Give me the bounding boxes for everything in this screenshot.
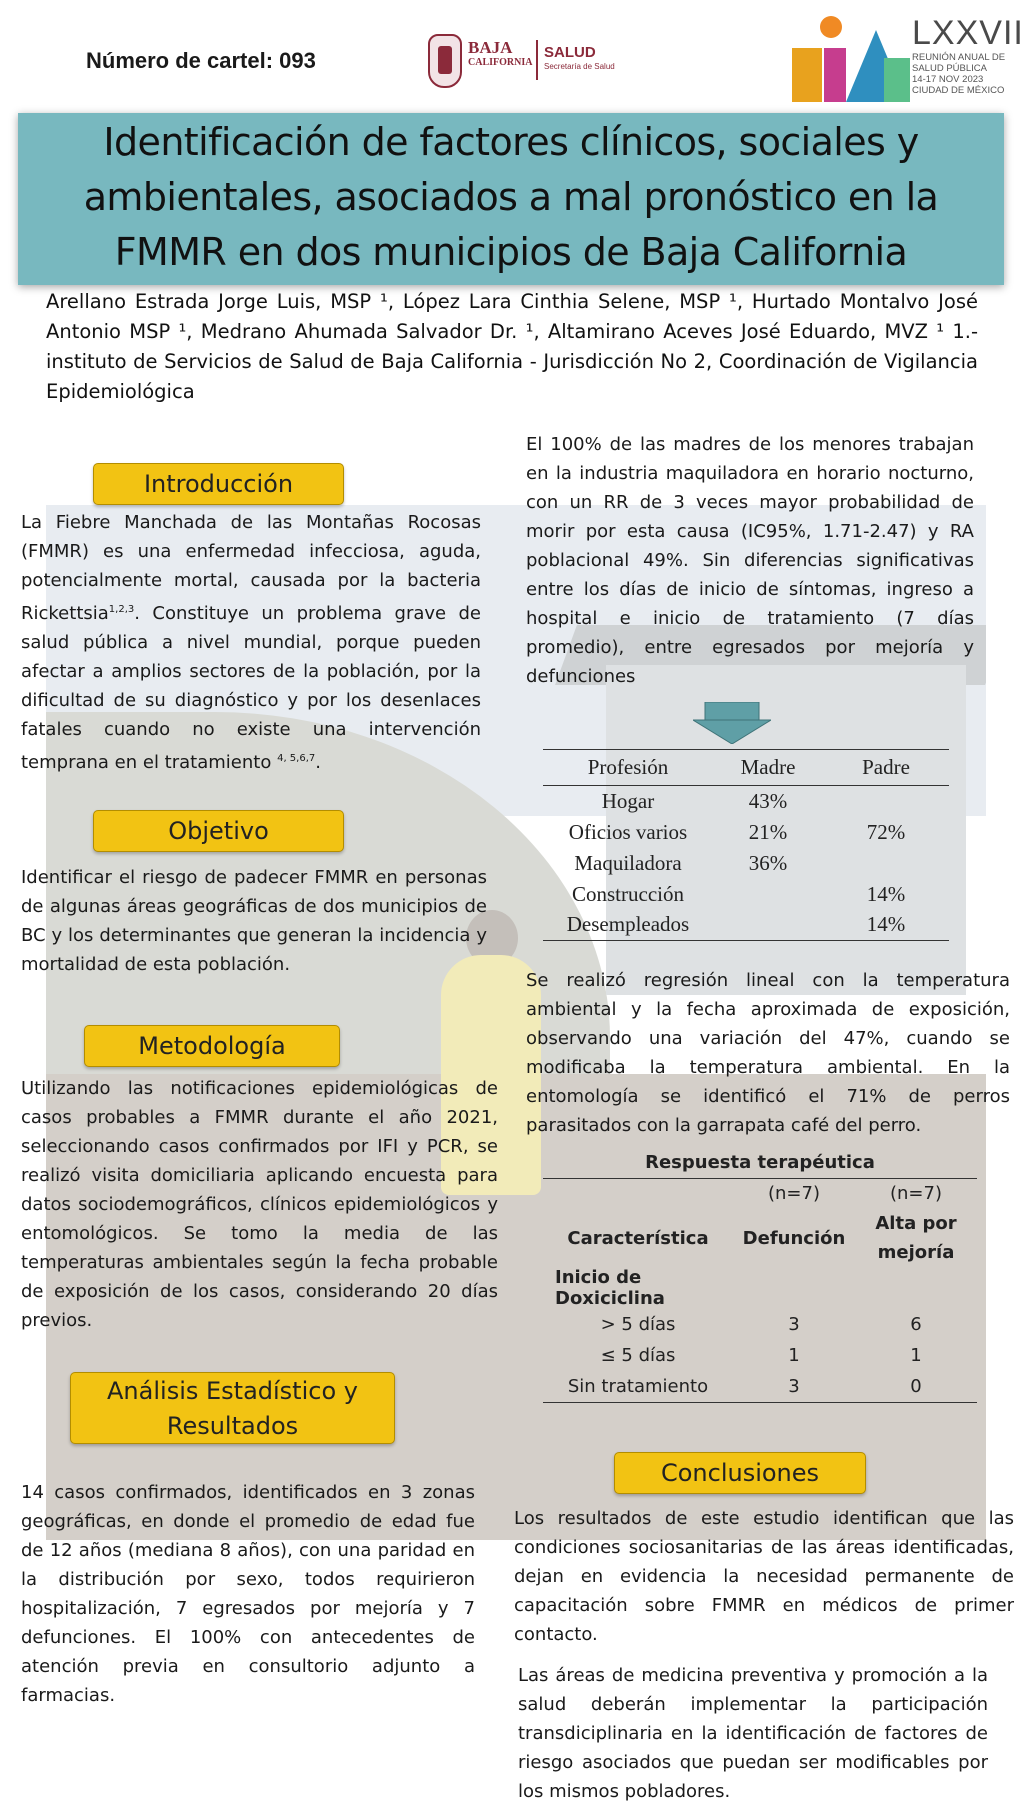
event-logo: [792, 14, 1024, 104]
table-row: Oficios varios 21% 72%: [568, 819, 906, 844]
arrow-down-icon: [693, 702, 771, 744]
results-text-1: El 100% de las madres de los menores trabajan en la industria maquiladora en horario nocturno, con un RR de 3 veces mayor probabilidad de morir por esta causa (IC95%, 1.71-2.47) y RA poblacional 49%. Sin diferencias significativas entre los días de inicio de síntomas, ingreso a hospital e inicio de tratamiento (7 días promedio), entre egresados por mejoría y defunciones: [526, 434, 974, 687]
table-header: Alta por mejoría: [875, 1213, 957, 1263]
table-title: Respuesta terapéutica: [543, 1147, 977, 1178]
salud-sub: Secretaría de Salud: [544, 62, 615, 71]
table-row: > 5 días 3 6: [600, 1314, 922, 1335]
poster-title: Identificación de factores clínicos, sociales y ambientales, asociados a mal pronóstico en la FMMR en dos municipios de Baja California: [83, 120, 939, 274]
table-header: Profesión: [543, 750, 713, 786]
event-line: CIUDAD DE MÉXICO: [912, 85, 1005, 96]
methodology-text: Utilizando las notificaciones epidemiológicas de casos probables a FMMR durante el año 2021, seleccionando casos confirmados por IFI y PCR, se realizó visita domiciliaria aplicando encuesta para datos sociodemográficos, clínicos epidemiológicos y entomológicos. Se tomo la media de las temperaturas ambientales según la fecha probable de exposición de los casos, considerando 20 días previos.: [21, 1078, 498, 1331]
table-row: ≤ 5 días 1 1: [600, 1345, 922, 1366]
event-roman: LXXVII: [912, 14, 1024, 52]
poster-number: Número de cartel: 093: [86, 48, 316, 73]
table-header: Madre: [713, 750, 823, 786]
table-row: Sin tratamiento 3 0: [543, 1371, 977, 1402]
conclusions-heading: Conclusiones: [614, 1452, 866, 1494]
bc-logo-line2: CALIFORNIA: [468, 57, 533, 68]
analysis-text: 14 casos confirmados, identificados en 3 zonas geográficas, en donde el promedio de edad fue de 12 años (mediana 8 años), con una paridad en la distribución por sexo, todos requirieron hospitalización, 7 egresados por mejoría y 7 defunciones. El 100% con antecedentes de atención previa en consultorio adjunto a farmacias.: [21, 1482, 475, 1706]
baja-california-logo: [428, 34, 618, 90]
objective-heading: Objetivo: [93, 810, 344, 852]
methodology-heading: Metodología: [84, 1025, 340, 1067]
authors: Arellano Estrada Jorge Luis, MSP ¹, López Lara Cinthia Selene, MSP ¹, Hurtado Montalvo José Antonio MSP ¹, Medrano Ahumada Salvador Dr. ¹, Altamirano Aceves José Eduardo, MVZ ¹ 1.- instituto de Servicios de Salud de Baja California - Jurisdicción No 2, Coordinación de Vigilancia Epidemiológica: [46, 290, 978, 403]
profession-table: [543, 749, 949, 941]
table-row: Hogar 43%: [601, 788, 788, 813]
therapeutic-response-table: Respuesta terapéutica (n=7) (n=7) Característica Defunción Alta por mejoría Inicio de Doxiciclina > 5 días 3 6 ≤ 5 días 1 1 Sin tratamiento 3 0: [543, 1147, 977, 1403]
table-row: Construcción 14%: [572, 881, 906, 906]
intro-text: La Fiebre Manchada de las Montañas Rocosas (FMMR) es una enfermedad infecciosa, aguda, potencialmente mortal, causada por la bacteria Rickettsia$^{1,2,3}$. Constituye un problema grave de salud pública a nivel mundial, porque pueden afectar a amplios sectores de la población, por la dificultad de su diagnóstico y por los desenlaces fatales cuando no existe una intervención temprana en el tratamiento $^{4, 5,6,7}$.: [21, 512, 481, 773]
event-line: REUNIÓN ANUAL DE: [912, 52, 1006, 63]
conclusions-text-1: Los resultados de este estudio identifican que las condiciones sociosanitarias de las áreas identificadas, dejan en evidencia la necesidad permanente de capacitación sobre FMMR en médicos de primer contacto.: [514, 1508, 1014, 1645]
table-header: Padre: [823, 750, 949, 786]
results-text-2: Se realizó regresión lineal con la temperatura ambiental y la fecha aproximada de exposición, observando una variación del 47%, cuando se modificaba la temperatura ambiental. En la entomología se identificó el 71% de perros parasitados con la garrapata café del perro.: [526, 970, 1010, 1136]
table-row: Maquiladora 36%: [574, 850, 788, 875]
analysis-heading: Análisis Estadístico y Resultados: [70, 1372, 395, 1444]
objective-text: Identificar el riesgo de padecer FMMR en personas de algunas áreas geográficas de dos municipios de BC y los determinantes que generan la incidencia y mortalidad de esta población.: [21, 867, 487, 975]
table-header: Defunción: [742, 1227, 846, 1249]
table-row: Desempleados 14%: [543, 910, 949, 941]
event-line: 14-17 NOV 2023: [912, 74, 984, 85]
intro-heading: Introducción: [93, 463, 344, 505]
salud-label: SALUD: [544, 44, 596, 61]
table-group-label: Inicio de Doxiciclina: [555, 1267, 665, 1309]
table-header: Característica: [567, 1227, 709, 1249]
bc-logo-line1: BAJA: [468, 38, 513, 57]
title-banner: [18, 113, 1004, 285]
conclusions-text-2: Las áreas de medicina preventiva y promoción a la salud deberán implementar la participación transdiciplinaria en la identificación de factores de riesgo asociados que puedan ser modificables por los mismos pobladores.: [518, 1665, 988, 1802]
event-line: SALUD PÚBLICA: [912, 63, 987, 74]
state-seal-icon: [428, 34, 462, 88]
